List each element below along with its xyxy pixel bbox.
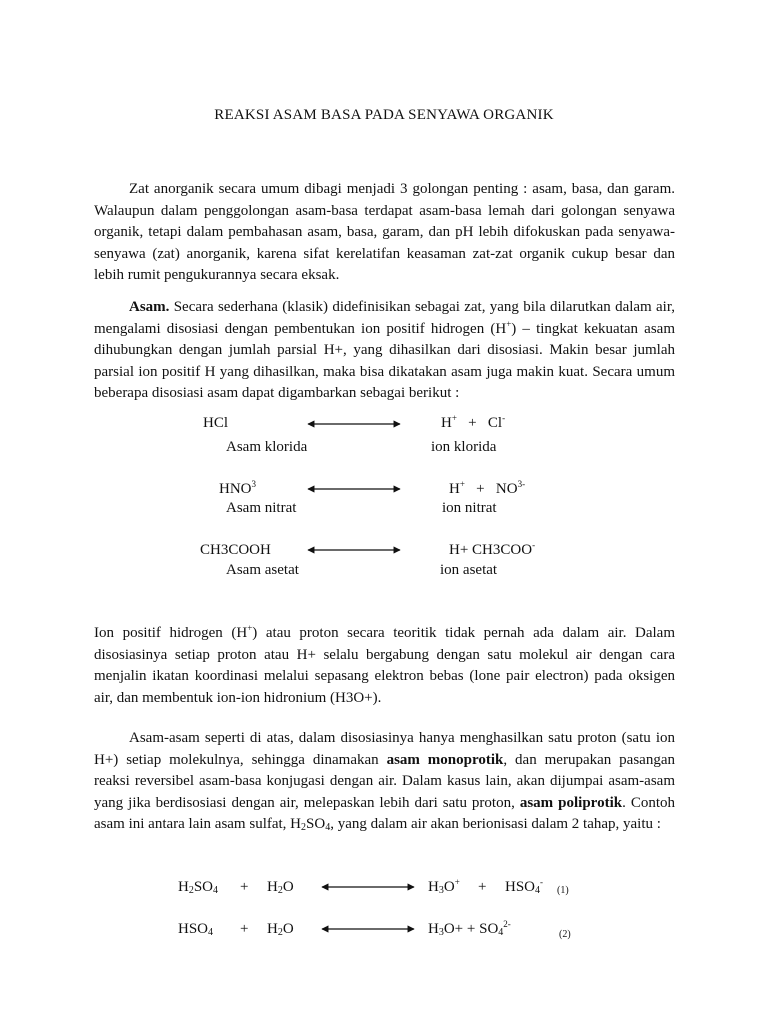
name-asam-klorida: Asam klorida [226,439,308,455]
name-ion-asetat: ion asetat [440,562,498,578]
equilibrium-arrow [306,417,402,431]
paragraph-asam: Asam. Secara sederhana (klasik) didefinisikan sebagai zat, yang bila dilarutkan dalam air, mengalami disosiasi dengan pembentukan ion positif hidrogen (H+) – tingkat kekuatan asam dihubungkan dengan jumlah parsial H+, yang dihasilkan dari disosiasi. Makin besar jumlah parsial ion positif H yang dihasilkan, maka bisa dikatakan asam juga makin kuat. Secara umum beberapa disosiasi asam dapat digambarkan sebagai berikut : [94,299,676,401]
eq2-plus: + [240,921,249,937]
eq2-hso4: $HSO_4$ [178,921,214,938]
equilibrium-arrow [306,482,402,496]
document-title: REAKSI ASAM BASA PADA SENYAWA ORGANIK [214,107,554,123]
eq1-h2so4: $H_2SO_4$ [178,879,219,896]
paragraph-intro: Zat anorganik secara umum dibagi menjadi 3 golongan penting : asam, basa, dan garam. Walaupun dalam penggolongan asam-basa terdapat asam-basa lemah dari golongan senyawa organik, tetapi dalam pembahasan asam, basa, garam, dan pH lebih difokuskan pada senyawa-senyawa (zat) anorganik, karena sifat kerelatifan keasaman zat-zat organik cukup besar dan lebih rumit pengukurannya secara eksak. [94,181,675,283]
term-monoprotik: asam monoprotik [386,751,504,768]
eq1-h2o: $H_2O$ [267,879,294,896]
eq1-hso4: $HSO_4^-$ [505,877,544,896]
eq2-h2o: $H_2O$ [267,921,294,938]
eq2-number: (2) [559,929,571,940]
paragraph-poliprotik: Asam-asam seperti di atas, dalam disosiasinya hanya menghasilkan satu proton (satu ion H+) setiap molekulnya, sehingga dinamakan asam monoprotik, dan merupakan pasangan reaksi reversibel asam-basa konjugasi dengan air. Dalam kasus lain, akan dijumpai asam-asam yang jika berdisosiasi dengan air, melepaskan lebih dari satu proton, asam poliprotik. Contoh asam ini antara lain asam sulfat, $H_2SO_4$, yang dalam air akan berionisasi dalam 2 tahap, yaitu : [94,730,675,833]
equilibrium-arrow [320,880,416,894]
term-poliprotik: asam poliprotik [519,794,623,811]
reactant-ch3cooh: CH3COOH [200,542,271,558]
equilibrium-arrow [306,543,402,557]
eq1-plus: + [240,879,249,895]
eq1-plus2: + [478,879,487,895]
product-acetate: H+ CH3COO- [449,540,536,558]
reactant-hcl: HCl [203,415,229,431]
equilibrium-arrow [320,922,416,936]
eq1-h3o: $H_3O^+$ [428,877,460,896]
reactant-hno3: HNO$^3$ [219,479,256,497]
eq2-products: $H_3O+ + SO_4^{2-}$ [428,919,511,938]
name-asam-nitrat: Asam nitrat [226,500,297,516]
asam-term: Asam. [129,299,170,315]
paragraph-proton: Ion positif hidrogen (H+) atau proton secara teoritik tidak pernah ada dalam air. Dalam disosiasinya setiap proton atau H+ selalu bergabung dengan satu molekul air dengan cara menjalin ikatan koordinasi melalui sepasang elektron bebas (lone pair electron) pada oksigen air, dan membentuk ion-ion hidronium (H3O+). [94,623,675,706]
product-h-ion: H+ + Cl- [441,413,506,431]
product-no3: H+ + $NO^{3-}$ [449,479,526,497]
name-ion-nitrat: ion nitrat [442,500,497,516]
name-asam-asetat: Asam asetat [226,562,299,578]
name-ion-klorida: ion klorida [431,439,497,455]
eq1-number: (1) [557,885,569,896]
